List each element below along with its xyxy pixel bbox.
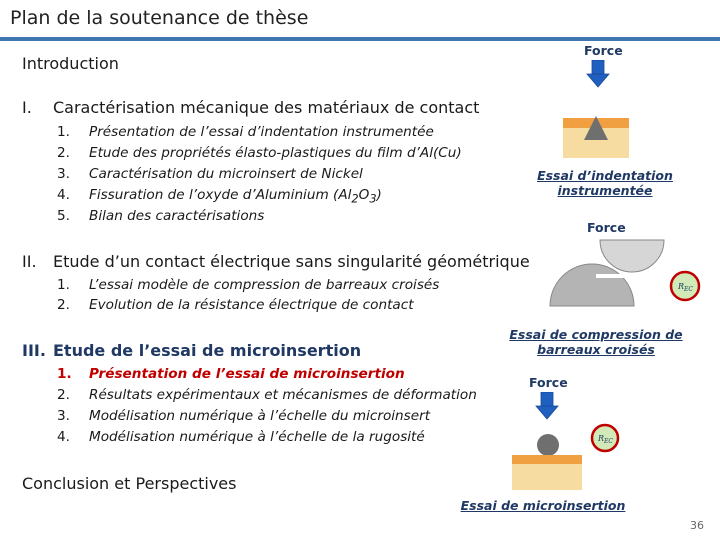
section-1-roman: I. <box>22 98 32 117</box>
svg-text:R: R <box>598 434 605 443</box>
section-2-list: 1. L’essai modèle de compression de barreaux croisés 2. Evolution de la résistance électrique de contact <box>57 277 440 313</box>
section-1-list: 1. Présentation de l’essai d’indentation instrumentée 2. Etude des propriétés élasto-plastiques du film d’Al(Cu) 3. Caractérisation du microinsert de Nickel 4. Fissuration de l’oxyde d’Aluminium $(Al_2O_3)$ 5. Bilan des caractérisations <box>57 124 462 224</box>
microinsertion-caption: Essai de microinsertion <box>460 498 626 513</box>
crossed-bars-force-label: Force <box>587 220 626 235</box>
section-3-title: Etude de l’essai de microinsertion <box>53 341 362 360</box>
microinsertion-substrate <box>512 464 582 490</box>
microinsert-icon <box>537 434 559 456</box>
indentation-force-label: Force <box>584 43 623 58</box>
microinsertion-film <box>512 455 582 464</box>
microinsertion-diagram <box>502 410 637 492</box>
rec-resistor-icon <box>671 272 699 300</box>
title-divider <box>0 37 720 41</box>
indentation-diagram <box>563 110 629 158</box>
section-3-roman: III. <box>22 341 46 360</box>
microinsertion-force-label: Force <box>529 375 568 390</box>
section-2-title: Etude d’un contact électrique sans singularité géométrique <box>53 252 530 271</box>
svg-text:EC: EC <box>604 438 613 445</box>
crossed-bars-caption: Essai de compression de barreaux croisés <box>509 327 683 357</box>
crossed-bars-diagram <box>540 238 706 322</box>
section-3-list: 1. Présentation de l’essai de microinsertion 2. Résultats expérimentaux et mécanismes de déformation 3. Modélisation numérique à l’échelle du microinsert 4. Modélisation numérique à l’échelle de la rugosité <box>57 366 477 445</box>
indentation-force-arrow-icon <box>586 60 610 88</box>
indentation-caption: Essai d’indentation instrumentée <box>537 168 673 198</box>
page-number: 36 <box>690 519 704 532</box>
conclusion-heading: Conclusion et Perspectives <box>22 474 237 493</box>
section-2-roman: II. <box>22 252 37 271</box>
rec-resistor-icon <box>592 425 618 451</box>
svg-text:R: R <box>678 282 685 291</box>
section-1-title: Caractérisation mécanique des matériaux de contact <box>53 98 480 117</box>
page-title: Plan de la soutenance de thèse <box>10 7 309 29</box>
svg-text:EC: EC <box>684 286 693 293</box>
intro-heading: Introduction <box>22 54 119 73</box>
